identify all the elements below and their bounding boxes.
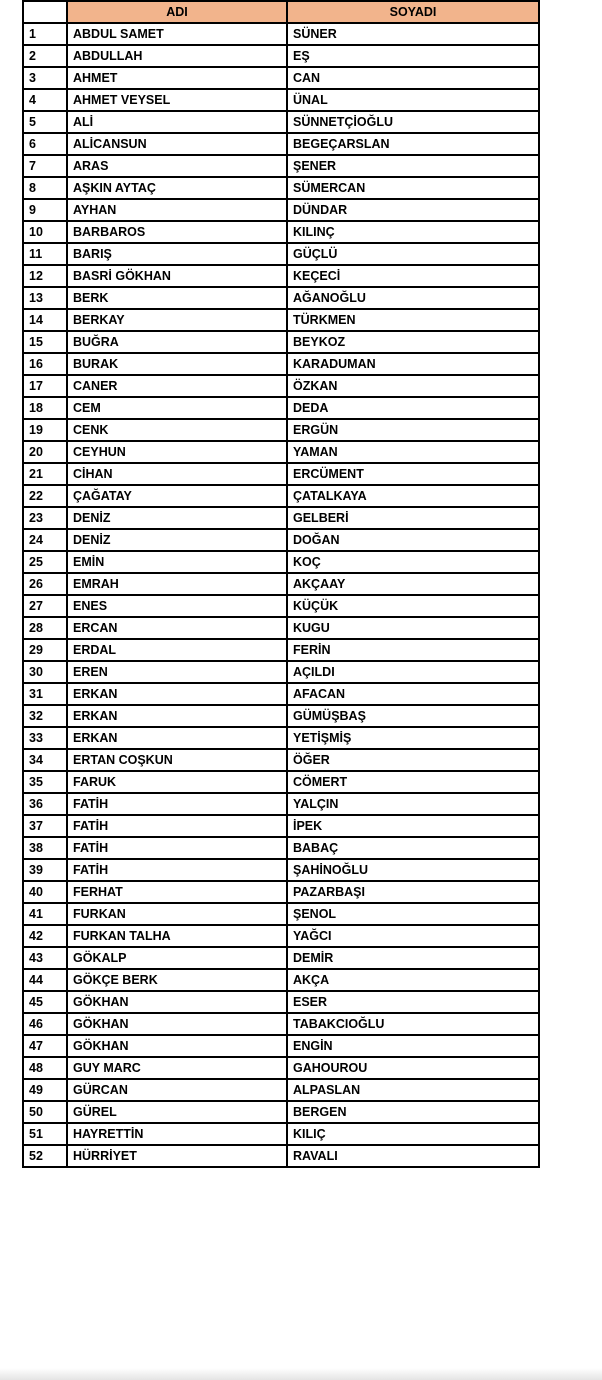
surname-cell: ALPASLAN — [287, 1079, 539, 1101]
row-number-cell: 45 — [23, 991, 67, 1013]
first-name-cell: BARIŞ — [67, 243, 287, 265]
table-row — [23, 837, 539, 859]
first-name-cell: CENK — [67, 419, 287, 441]
row-number-cell: 7 — [23, 155, 67, 177]
row-number-cell: 35 — [23, 771, 67, 793]
surname-cell: İPEK — [287, 815, 539, 837]
first-name-cell: ARAS — [67, 155, 287, 177]
surname-cell: GÜMÜŞBAŞ — [287, 705, 539, 727]
table-row — [23, 331, 539, 353]
row-number-cell: 44 — [23, 969, 67, 991]
table-row — [23, 309, 539, 331]
first-name-cell: CEM — [67, 397, 287, 419]
surname-cell: DEDA — [287, 397, 539, 419]
table-row — [23, 441, 539, 463]
first-name-cell: GÖKHAN — [67, 1013, 287, 1035]
surname-cell: KÜÇÜK — [287, 595, 539, 617]
first-name-cell: DENİZ — [67, 507, 287, 529]
table-row — [23, 1079, 539, 1101]
row-number-cell: 46 — [23, 1013, 67, 1035]
surname-cell: SÜMERCAN — [287, 177, 539, 199]
surname-cell: KUGU — [287, 617, 539, 639]
table-row — [23, 903, 539, 925]
table-row — [23, 1035, 539, 1057]
first-name-cell: FURKAN — [67, 903, 287, 925]
table-row — [23, 177, 539, 199]
table-row — [23, 265, 539, 287]
row-number-cell: 3 — [23, 67, 67, 89]
table-row — [23, 683, 539, 705]
first-name-cell: ALİ — [67, 111, 287, 133]
first-name-cell: EMİN — [67, 551, 287, 573]
surname-cell: TABAKCIOĞLU — [287, 1013, 539, 1035]
table-body — [23, 23, 539, 1167]
row-number-cell: 16 — [23, 353, 67, 375]
surname-cell: PAZARBAŞI — [287, 881, 539, 903]
surname-cell: ERCÜMENT — [287, 463, 539, 485]
row-number-cell: 14 — [23, 309, 67, 331]
row-number-cell: 23 — [23, 507, 67, 529]
row-number-cell: 17 — [23, 375, 67, 397]
surname-cell: DEMİR — [287, 947, 539, 969]
first-name-cell: GÖKALP — [67, 947, 287, 969]
surname-cell: SÜNNETÇİOĞLU — [287, 111, 539, 133]
table-row — [23, 859, 539, 881]
first-name-cell: FATİH — [67, 815, 287, 837]
surname-cell: SÜNER — [287, 23, 539, 45]
row-number-cell: 25 — [23, 551, 67, 573]
first-name-cell: AŞKIN AYTAÇ — [67, 177, 287, 199]
table-row — [23, 353, 539, 375]
first-name-cell: ENES — [67, 595, 287, 617]
row-number-cell: 26 — [23, 573, 67, 595]
surname-cell: KARADUMAN — [287, 353, 539, 375]
row-number-cell: 48 — [23, 1057, 67, 1079]
table-row — [23, 551, 539, 573]
row-number-cell: 39 — [23, 859, 67, 881]
first-name-cell: FATİH — [67, 837, 287, 859]
surname-cell: ÇATALKAYA — [287, 485, 539, 507]
first-name-cell: FURKAN TALHA — [67, 925, 287, 947]
surname-cell: ŞAHİNOĞLU — [287, 859, 539, 881]
number-column-header — [23, 1, 67, 23]
row-number-cell: 31 — [23, 683, 67, 705]
table-row — [23, 793, 539, 815]
first-name-cell: FARUK — [67, 771, 287, 793]
surname-cell: GAHOUROU — [287, 1057, 539, 1079]
first-name-cell: BASRİ GÖKHAN — [67, 265, 287, 287]
table-row — [23, 243, 539, 265]
first-name-cell: GUY MARC — [67, 1057, 287, 1079]
table-row — [23, 727, 539, 749]
row-number-cell: 34 — [23, 749, 67, 771]
row-number-cell: 52 — [23, 1145, 67, 1167]
row-number-cell: 47 — [23, 1035, 67, 1057]
row-number-cell: 15 — [23, 331, 67, 353]
table-row — [23, 925, 539, 947]
first-name-cell: AYHAN — [67, 199, 287, 221]
first-name-cell: BURAK — [67, 353, 287, 375]
row-number-cell: 11 — [23, 243, 67, 265]
table-row — [23, 397, 539, 419]
surname-cell: ŞENOL — [287, 903, 539, 925]
row-number-cell: 8 — [23, 177, 67, 199]
first-name-cell: DENİZ — [67, 529, 287, 551]
surname-cell: KOÇ — [287, 551, 539, 573]
row-number-cell: 49 — [23, 1079, 67, 1101]
table-row — [23, 199, 539, 221]
surname-cell: BEGEÇARSLAN — [287, 133, 539, 155]
row-number-cell: 5 — [23, 111, 67, 133]
surname-cell: TÜRKMEN — [287, 309, 539, 331]
first-name-cell: EREN — [67, 661, 287, 683]
row-number-cell: 50 — [23, 1101, 67, 1123]
surname-cell: CÖMERT — [287, 771, 539, 793]
table-row — [23, 221, 539, 243]
table-row — [23, 1123, 539, 1145]
header-row — [23, 1, 539, 23]
row-number-cell: 37 — [23, 815, 67, 837]
surname-cell: GÜÇLÜ — [287, 243, 539, 265]
first-name-cell: ABDULLAH — [67, 45, 287, 67]
table-row — [23, 661, 539, 683]
first-name-cell: BUĞRA — [67, 331, 287, 353]
table-row — [23, 1101, 539, 1123]
table-row — [23, 881, 539, 903]
surname-cell: GELBERİ — [287, 507, 539, 529]
surname-cell: ÜNAL — [287, 89, 539, 111]
name-list-table — [22, 0, 540, 1168]
row-number-cell: 19 — [23, 419, 67, 441]
table-row — [23, 1057, 539, 1079]
first-name-cell: AHMET VEYSEL — [67, 89, 287, 111]
table-row — [23, 375, 539, 397]
surname-cell: ERGÜN — [287, 419, 539, 441]
surname-cell: YAMAN — [287, 441, 539, 463]
surname-cell: BABAÇ — [287, 837, 539, 859]
first-name-cell: ERKAN — [67, 683, 287, 705]
row-number-cell: 18 — [23, 397, 67, 419]
row-number-cell: 24 — [23, 529, 67, 551]
surname-cell: ENGİN — [287, 1035, 539, 1057]
surname-cell: ÖZKAN — [287, 375, 539, 397]
first-name-cell: BERKAY — [67, 309, 287, 331]
row-number-cell: 27 — [23, 595, 67, 617]
first-name-cell: FATİH — [67, 859, 287, 881]
first-name-cell: EMRAH — [67, 573, 287, 595]
surname-cell: RAVALI — [287, 1145, 539, 1167]
first-name-cell: ERCAN — [67, 617, 287, 639]
surname-cell: FERİN — [287, 639, 539, 661]
row-number-cell: 6 — [23, 133, 67, 155]
row-number-cell: 40 — [23, 881, 67, 903]
surname-cell: CAN — [287, 67, 539, 89]
table-row — [23, 23, 539, 45]
table-row — [23, 419, 539, 441]
table-row — [23, 771, 539, 793]
surname-cell: AÇILDI — [287, 661, 539, 683]
table-row — [23, 617, 539, 639]
bottom-edge-shadow — [0, 1368, 602, 1380]
surname-cell: KILIÇ — [287, 1123, 539, 1145]
row-number-cell: 13 — [23, 287, 67, 309]
first-name-cell: ÇAĞATAY — [67, 485, 287, 507]
table-row — [23, 507, 539, 529]
first-name-cell: GÜREL — [67, 1101, 287, 1123]
surname-cell: ÖĞER — [287, 749, 539, 771]
table-row — [23, 573, 539, 595]
table-row — [23, 969, 539, 991]
name-column-header: ADI — [67, 1, 287, 23]
first-name-cell: ERDAL — [67, 639, 287, 661]
surname-cell: ŞENER — [287, 155, 539, 177]
table-row — [23, 67, 539, 89]
surname-cell: DÜNDAR — [287, 199, 539, 221]
first-name-cell: ERTAN COŞKUN — [67, 749, 287, 771]
first-name-cell: ERKAN — [67, 705, 287, 727]
table-row — [23, 155, 539, 177]
row-number-cell: 9 — [23, 199, 67, 221]
surname-cell: DOĞAN — [287, 529, 539, 551]
row-number-cell: 22 — [23, 485, 67, 507]
row-number-cell: 43 — [23, 947, 67, 969]
table-row — [23, 749, 539, 771]
row-number-cell: 32 — [23, 705, 67, 727]
surname-cell: YETİŞMİŞ — [287, 727, 539, 749]
table-row — [23, 485, 539, 507]
table-row — [23, 991, 539, 1013]
row-number-cell: 20 — [23, 441, 67, 463]
row-number-cell: 1 — [23, 23, 67, 45]
table-row — [23, 1145, 539, 1167]
row-number-cell: 28 — [23, 617, 67, 639]
first-name-cell: FATİH — [67, 793, 287, 815]
row-number-cell: 2 — [23, 45, 67, 67]
table-row — [23, 595, 539, 617]
first-name-cell: ALİCANSUN — [67, 133, 287, 155]
row-number-cell: 12 — [23, 265, 67, 287]
row-number-cell: 42 — [23, 925, 67, 947]
surname-cell: YALÇIN — [287, 793, 539, 815]
first-name-cell: CEYHUN — [67, 441, 287, 463]
first-name-cell: ERKAN — [67, 727, 287, 749]
first-name-cell: FERHAT — [67, 881, 287, 903]
table-row — [23, 89, 539, 111]
surname-cell: YAĞCI — [287, 925, 539, 947]
surname-cell: ESER — [287, 991, 539, 1013]
surname-cell: AKÇA — [287, 969, 539, 991]
surname-cell: AĞANOĞLU — [287, 287, 539, 309]
first-name-cell: BARBAROS — [67, 221, 287, 243]
row-number-cell: 21 — [23, 463, 67, 485]
table-row — [23, 815, 539, 837]
row-number-cell: 38 — [23, 837, 67, 859]
first-name-cell: ABDUL SAMET — [67, 23, 287, 45]
table-row — [23, 111, 539, 133]
first-name-cell: HAYRETTİN — [67, 1123, 287, 1145]
row-number-cell: 4 — [23, 89, 67, 111]
row-number-cell: 30 — [23, 661, 67, 683]
surname-cell: EŞ — [287, 45, 539, 67]
first-name-cell: GÖKÇE BERK — [67, 969, 287, 991]
table-row — [23, 133, 539, 155]
surname-cell: KEÇECİ — [287, 265, 539, 287]
first-name-cell: AHMET — [67, 67, 287, 89]
table-row — [23, 639, 539, 661]
surname-cell: AKÇAAY — [287, 573, 539, 595]
table-row — [23, 45, 539, 67]
table-row — [23, 463, 539, 485]
table-row — [23, 287, 539, 309]
surname-cell: BERGEN — [287, 1101, 539, 1123]
table-row — [23, 947, 539, 969]
first-name-cell: HÜRRİYET — [67, 1145, 287, 1167]
first-name-cell: GÜRCAN — [67, 1079, 287, 1101]
row-number-cell: 33 — [23, 727, 67, 749]
first-name-cell: CİHAN — [67, 463, 287, 485]
row-number-cell: 29 — [23, 639, 67, 661]
first-name-cell: GÖKHAN — [67, 991, 287, 1013]
row-number-cell: 36 — [23, 793, 67, 815]
surname-column-header: SOYADI — [287, 1, 539, 23]
surname-cell: KILINÇ — [287, 221, 539, 243]
table-row — [23, 529, 539, 551]
surname-cell: AFACAN — [287, 683, 539, 705]
row-number-cell: 41 — [23, 903, 67, 925]
row-number-cell: 10 — [23, 221, 67, 243]
first-name-cell: BERK — [67, 287, 287, 309]
table-row — [23, 705, 539, 727]
row-number-cell: 51 — [23, 1123, 67, 1145]
first-name-cell: CANER — [67, 375, 287, 397]
table-row — [23, 1013, 539, 1035]
surname-cell: BEYKOZ — [287, 331, 539, 353]
first-name-cell: GÖKHAN — [67, 1035, 287, 1057]
